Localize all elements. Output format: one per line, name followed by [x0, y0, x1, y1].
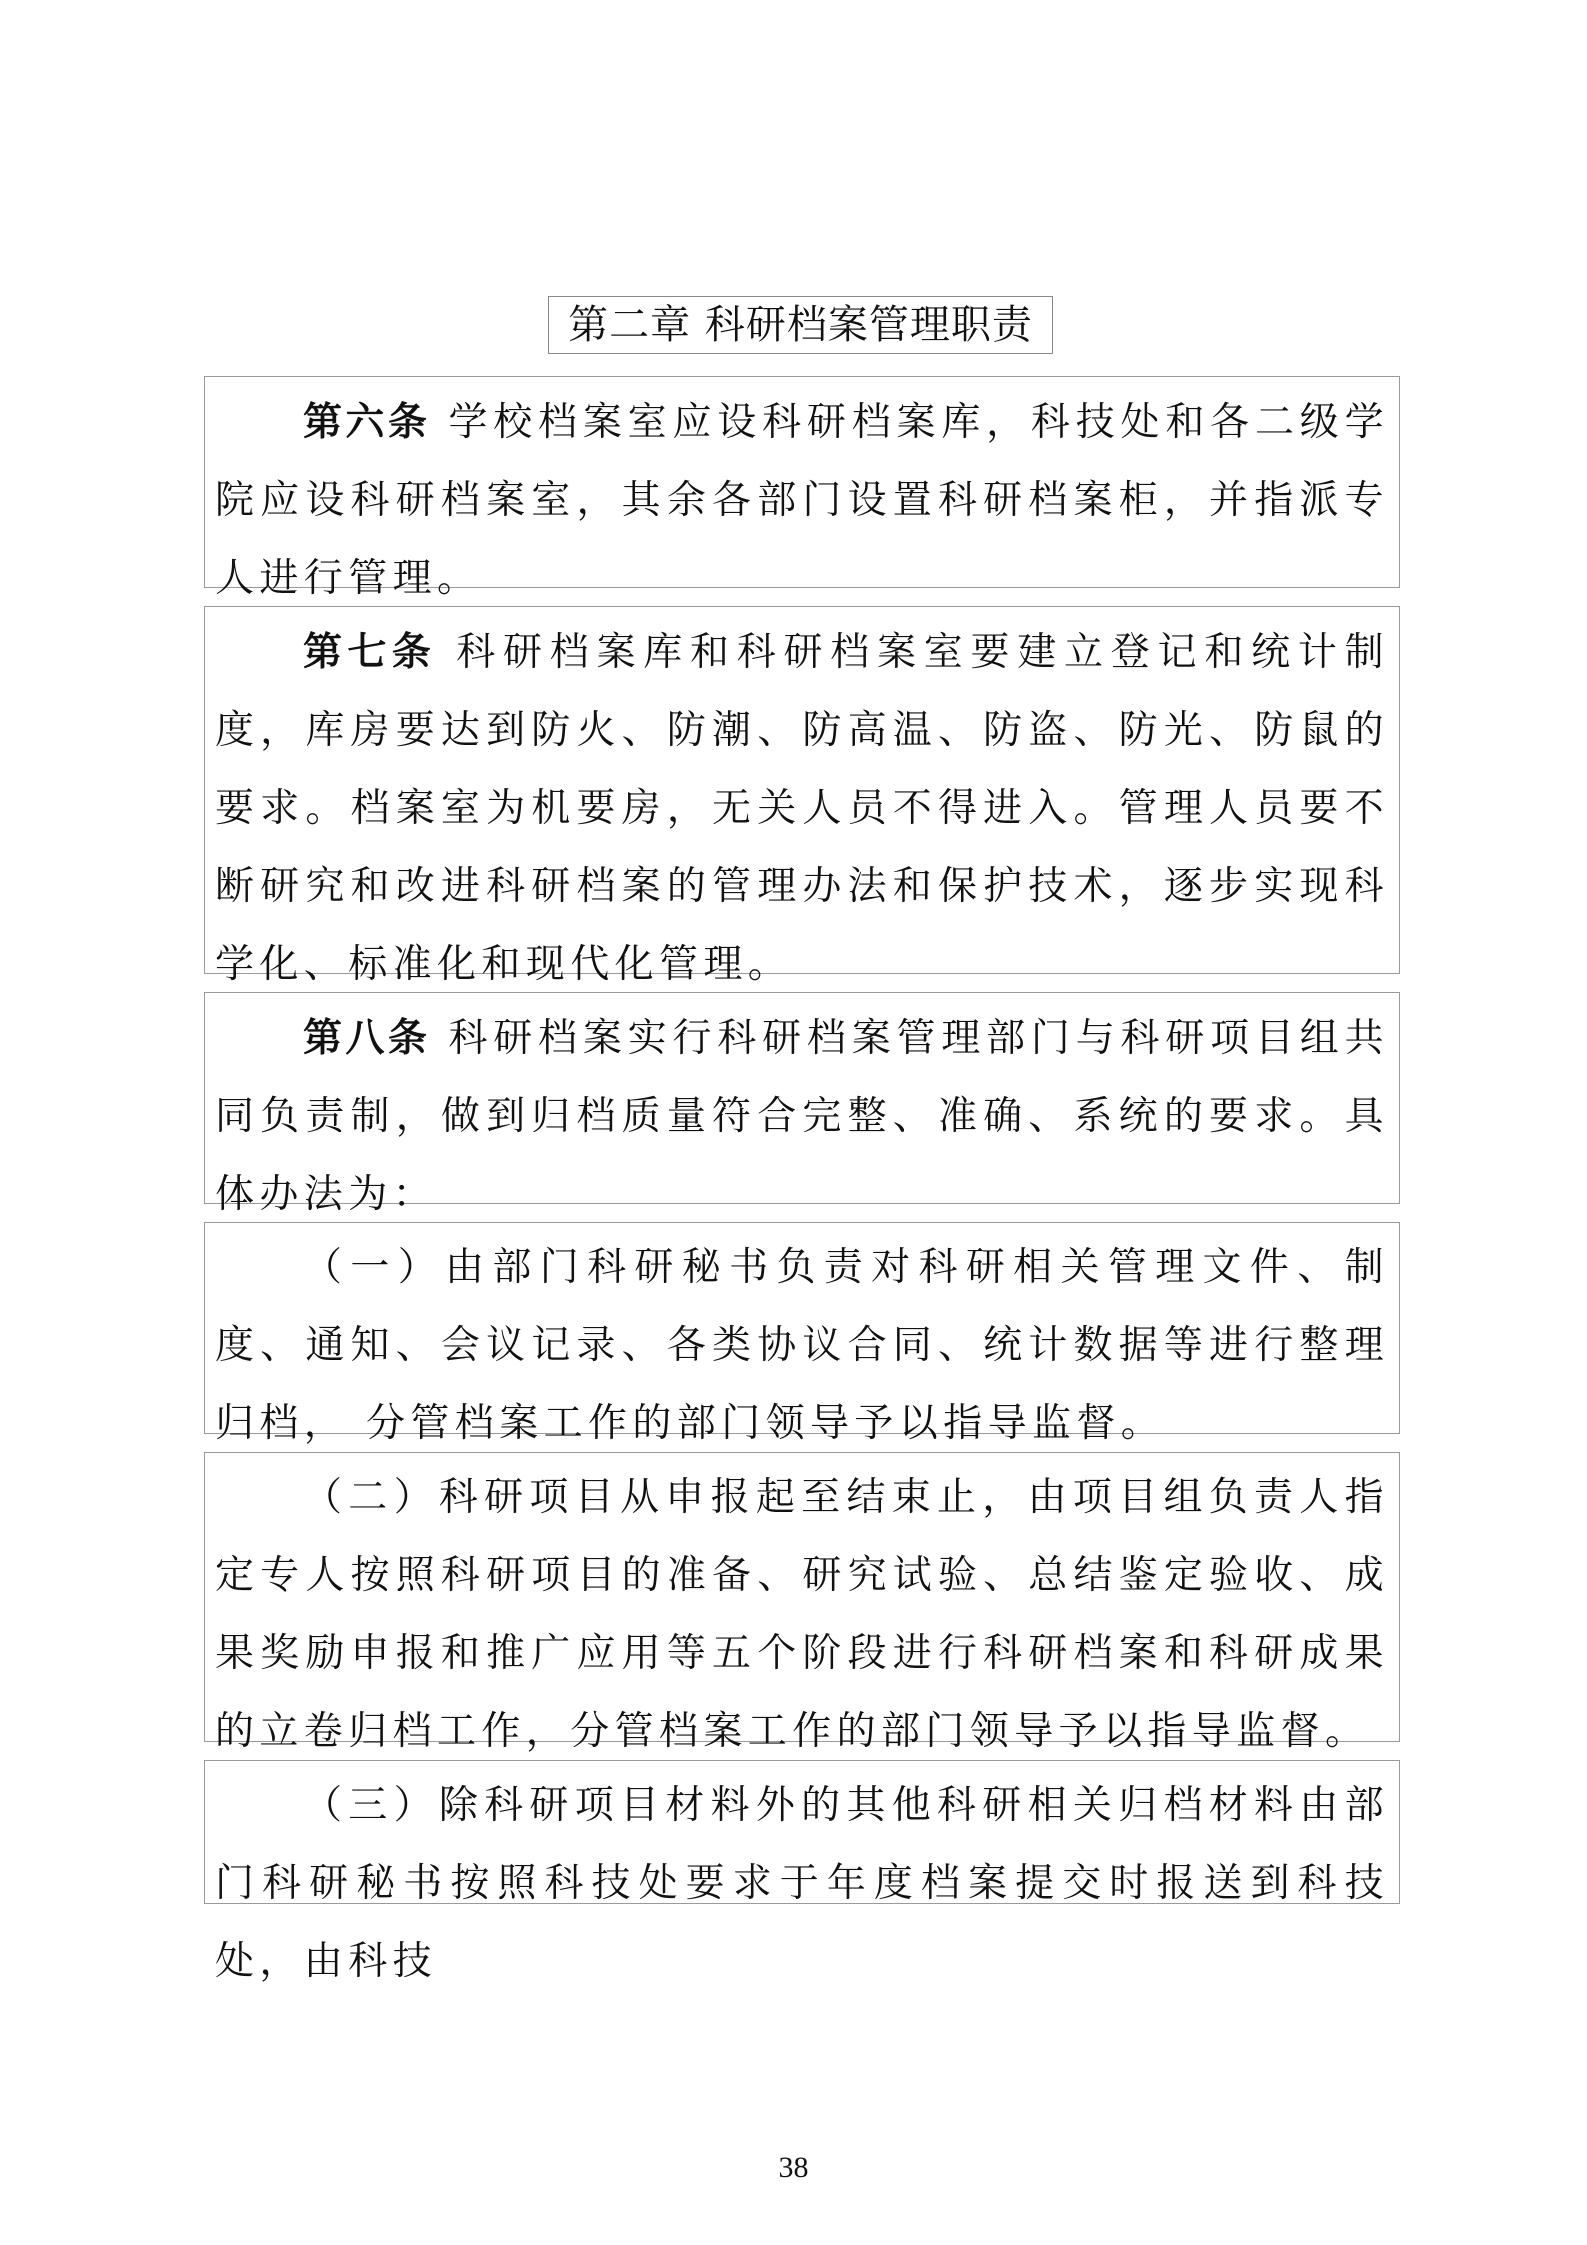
item-2: （二）科研项目从申报起至结束止，由项目组负责人指定专人按照科研项目的准备、研究试验、总结鉴定验收、成果奖励申报和推广应用等五个阶段进行科研档案和科研成果的立卷归档工作，分管档案工作的部门领导予以指导监督。: [204, 1452, 1400, 1742]
chapter-title: 第二章 科研档案管理职责: [548, 296, 1053, 354]
article-8-label: 第八条: [303, 1015, 431, 1061]
article-7-label: 第七条: [303, 629, 437, 675]
article-8: [204, 992, 1400, 1217]
item-1: （一）由部门科研秘书负责对科研相关管理文件、制度、通知、会议记录、各类协议合同、统计数据等进行整理归档， 分管档案工作的部门领导予以指导监督。: [204, 1222, 1400, 1434]
article-6-label: 第六条: [303, 399, 431, 445]
article-6-text: 学校档案室应设科研档案库，科技处和各二级学院应设科研档案室，其余各部门设置科研档案柜，并指派专人进行管理。: [215, 400, 1389, 601]
article-7-text: 科研档案库和科研档案室要建立登记和统计制度，库房要达到防火、防潮、防高温、防盗、防光、防鼠的要求。档案室为机要房，无关人员不得进入。管理人员要不断研究和改进科研档案的管理办法和保护技术，逐步实现科学化、标准化和现代化管理。: [215, 630, 1389, 987]
article-7: [204, 606, 1400, 987]
page-number: 38: [778, 2151, 809, 2184]
item-3: （三）除科研项目材料外的其他科研相关归档材料由部门科研秘书按照科技处要求于年度档案提交时报送到科技处，由科技: [204, 1760, 1400, 1904]
article-8-text: 科研档案实行科研档案管理部门与科研项目组共同负责制，做到归档质量符合完整、准确、系统的要求。具体办法为：: [215, 1016, 1389, 1217]
article-6: [204, 376, 1400, 601]
